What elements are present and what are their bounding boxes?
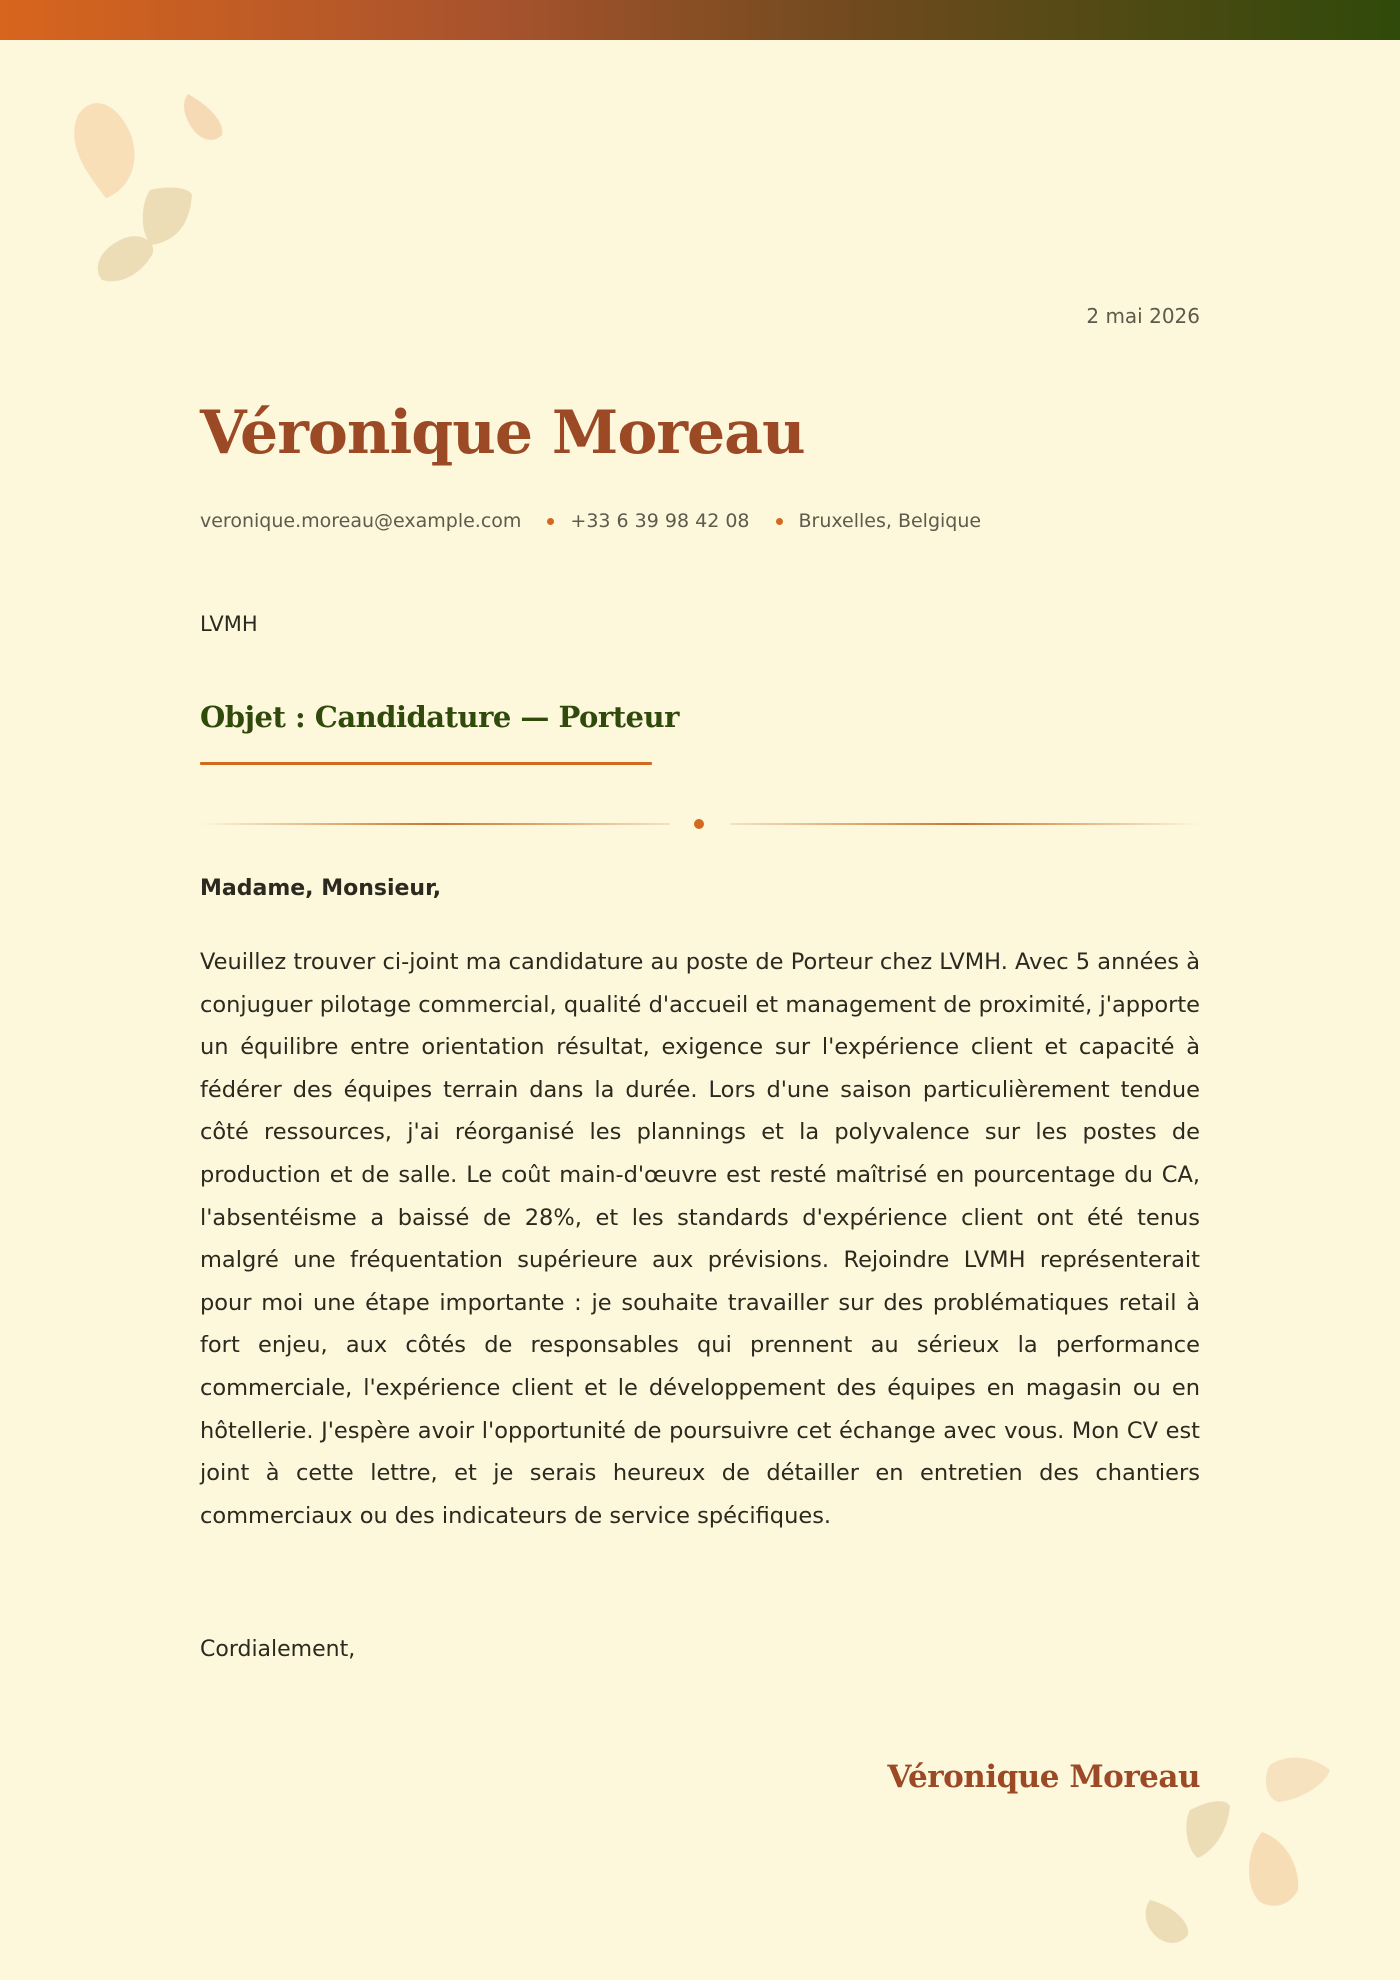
top-gradient-band bbox=[0, 0, 1400, 40]
bullet-dot-icon bbox=[547, 518, 554, 525]
letter-body: Veuillez trouver ci-joint ma candidature au poste de Porteur chez LVMH. Avec 5 années à conjuguer pilotage commercial, qualité d'accueil et management de proximité, j'apporte un équilibre entre orientation résultat, exigence sur l'expérience client et capacité à fédérer des équipes terrain dans la durée. Lors d'une saison particulièrement tendue côté ressources, j'ai réorganisé les plannings et la polyvalence sur les postes de production et de salle. Le coût main-d'œuvre est resté maîtrisé en pourcentage du CA, l'absentéisme a baissé de 28%, et les standards d'expérience client ont été tenus malgré une fréquentation supérieure aux prévisions. Rejoindre LVMH représenterait pour moi une étape importante : je souhaite travailler sur des problématiques retail à fort enjeu, aux côtés de responsables qui prennent au sérieux la performance commerciale, l'expérience client et le développement des équipes en magasin ou en hôtellerie. J'espère avoir l'opportunité de poursuivre cet échange avec vous. Mon CV est joint à cette lettre, et je serais heureux de détailler en entretien des chantiers commerciaux ou des indicateurs de service spécifiques. bbox=[200, 949, 1200, 1529]
contact-phone: +33 6 39 98 42 08 bbox=[570, 510, 750, 532]
divider-line-right bbox=[730, 823, 1200, 825]
contact-line bbox=[200, 507, 981, 535]
closing: Cordialement, bbox=[200, 1637, 356, 1662]
signature: Véronique Moreau bbox=[887, 1759, 1200, 1795]
leaf-cluster-icon bbox=[40, 80, 240, 300]
letter-date: 2 mai 2026 bbox=[1086, 304, 1200, 328]
recipient-name: LVMH bbox=[200, 612, 258, 636]
subject-underline bbox=[200, 762, 652, 765]
subject-line: Objet : Candidature — Porteur bbox=[200, 700, 679, 734]
sender-name: Véronique Moreau bbox=[200, 398, 805, 468]
contact-location: Bruxelles, Belgique bbox=[798, 510, 982, 532]
salutation: Madame, Monsieur, bbox=[200, 876, 442, 901]
contact-email: veronique.moreau@example.com bbox=[200, 510, 522, 532]
bullet-dot-icon bbox=[776, 518, 783, 525]
divider-dot-icon bbox=[694, 819, 704, 829]
divider-line-left bbox=[200, 823, 670, 825]
